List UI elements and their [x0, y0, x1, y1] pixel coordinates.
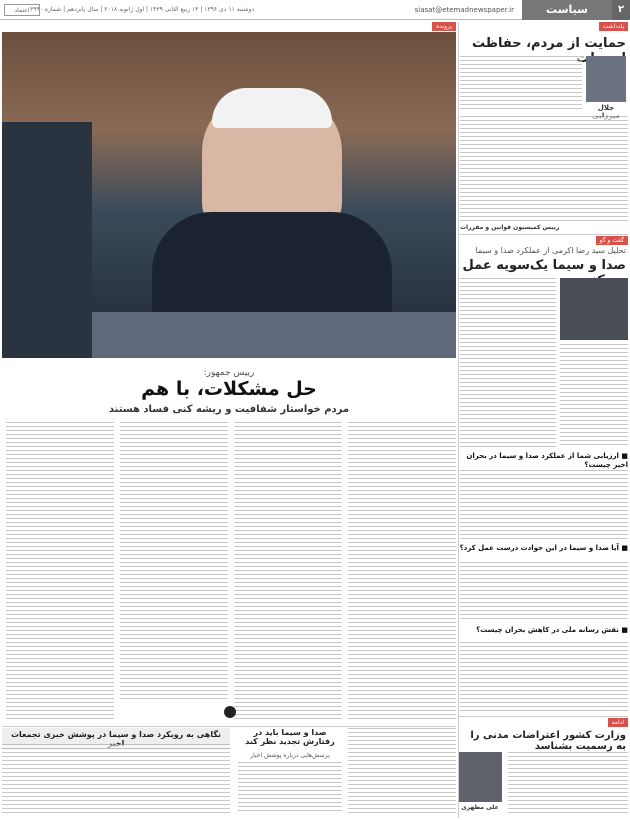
site-email: siasat@etemadnewspaper.ir — [414, 5, 514, 14]
column2-title: وزارت کشور اعتراضات مدنی را به رسمیت بشناسد — [470, 730, 626, 752]
box-title: نگاهی به رویکرد صدا و سیما در پوشش خبری تجمعات — [2, 728, 230, 750]
interview-question-2: ■ آیا صدا و سیما در این حوادث درست عمل کرد؟ — [459, 544, 628, 552]
photo-side-figure — [2, 122, 92, 358]
author-photo — [586, 56, 626, 102]
box-text — [2, 744, 230, 814]
interviewee-photo — [560, 278, 628, 340]
interview-question-3: ■ نقش رسانه ملی در کاهش بحران چیست؟ — [476, 626, 628, 634]
lead-subtitle: مردم خواستار شفافیت و ریشه کنی فساد هستند — [108, 404, 350, 415]
editorial-tag: یادداشت — [599, 22, 628, 31]
right-bottom-text — [348, 728, 456, 814]
editorial-text-1 — [460, 56, 582, 112]
interview-text-4 — [460, 562, 628, 622]
column2-tag: ادامه — [608, 718, 628, 727]
interview-text-1 — [460, 278, 556, 448]
lead-text-col-3 — [120, 422, 228, 702]
column2-text — [508, 752, 628, 814]
dateline: دوشنبه ۱۱ دی ۱۳۹۶ | ۱۳ ربیع الثانی ۱۴۳۹ | اول ژانویه ۲۰۱۸ | سال پانزدهم | شماره ۳۹۹۰ — [30, 6, 255, 13]
small-subtitle: پرسش‌هایی درباره پوشش اخبار — [250, 752, 330, 759]
lead-title: حل مشکلات، با هم — [141, 378, 317, 400]
main-area — [2, 22, 456, 818]
editorial-author: جلال — [597, 104, 615, 112]
small-text — [238, 762, 342, 814]
lead-tag: پرونده — [432, 22, 456, 31]
lead-text-col-4 — [6, 422, 114, 722]
editorial-title: حمایت از مردم، حفاظت — [471, 36, 626, 51]
interview-text-5 — [460, 642, 628, 712]
small-title: صدا و سیما باید در رفتارش تجدید نظر کند — [245, 728, 335, 746]
interview-text-3 — [460, 470, 628, 540]
photo-turban — [212, 88, 332, 128]
lead-photo — [2, 32, 456, 358]
newspaper-logo: اعتماد — [4, 4, 40, 16]
column2-author: علی مطهری — [461, 804, 499, 811]
interview-question-1: ■ ارزیابی شما از عملکرد صدا و سیما در بحران اخیر چیست؟ — [466, 452, 628, 469]
page-header — [0, 0, 630, 20]
section-label: سیاست — [522, 0, 612, 20]
editorial-text-2 — [460, 116, 628, 222]
interview-text-2 — [560, 344, 628, 448]
editorial-footer: رییس کمیسیون قوانین و مقررات — [460, 224, 560, 231]
interview-title: صدا و سیما یک‌سویه عمل — [462, 258, 626, 273]
page-number: ۲ — [612, 0, 630, 20]
continue-marker — [224, 706, 236, 718]
lead-kicker: رییس جمهور: — [203, 368, 255, 378]
interview-kicker: تحلیل سید رضا اکرمی از عملکرد صدا و سیما — [475, 246, 626, 255]
interview-tag: گفت و گو — [596, 236, 628, 245]
lead-text-col-1 — [348, 422, 456, 722]
lead-text-col-2 — [234, 422, 342, 722]
right-column — [458, 22, 628, 818]
column2-photo — [458, 752, 502, 802]
